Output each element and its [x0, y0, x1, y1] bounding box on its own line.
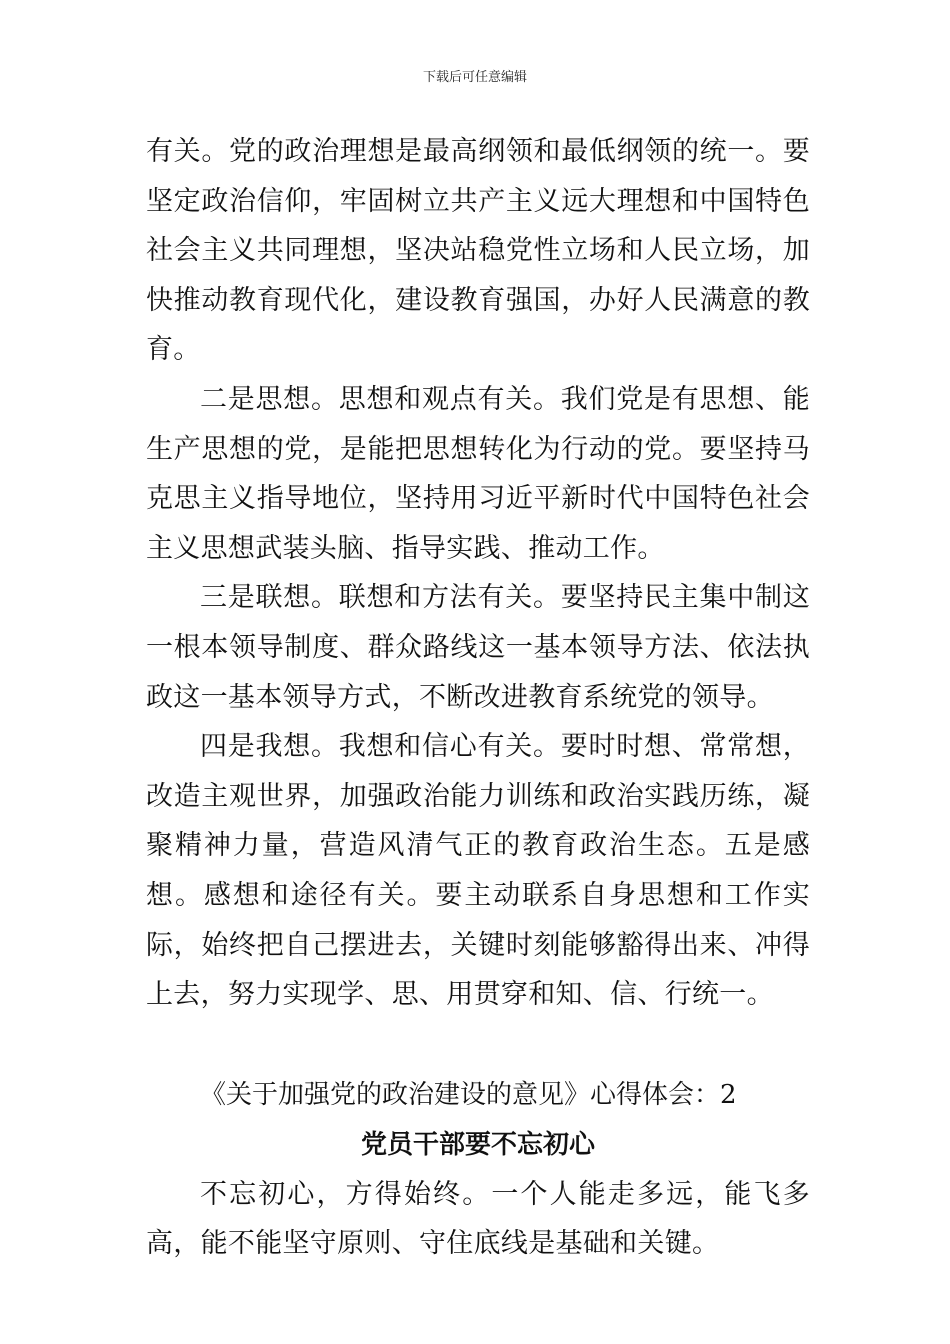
paragraph-thought: 二是思想。思想和观点有关。我们党是有思想、能生产思想的党，是能把思想转化为行动的党。要坚持马克思主义指导地位，坚持用习近平新时代中国特色社会主义思想武装头脑、指导实践、推动工作。	[146, 383, 810, 564]
section-subtitle: 党员干部要不忘初心	[360, 1129, 595, 1160]
section-title: 《关于加强党的政治建设的意见》心得体会：2	[200, 1079, 737, 1110]
paragraph-original-aspiration: 不忘初心，方得始终。一个人能走多远，能飞多高，能不能坚守原则、守住底线是基础和关键。	[146, 1178, 810, 1260]
paragraph-continuation: 有关。党的政治理想是最高纲领和最低纲领的统一。要坚定政治信仰，牢固树立共产主义远大理想和中国特色社会主义共同理想，坚决站稳党性立场和人民立场，加快推动教育现代化，建设教育强国，办好人民满意的教育。	[146, 136, 810, 366]
paragraph-association: 三是联想。联想和方法有关。要坚持民主集中制这一根本领导制度、群众路线这一基本领导方法、依法执政这一基本领导方式，不断改进教育系统党的领导。	[146, 582, 810, 713]
header-note: 下载后可任意编辑	[422, 70, 527, 85]
document-body	[146, 127, 810, 1269]
paragraph-my-thought: 四是我想。我想和信心有关。要时时想、常常想，改造主观世界，加强政治能力训练和政治实践历练，凝聚精神力量，营造风清气正的教育政治生态。五是感想。感想和途径有关。要主动联系自身思想和工作实际，始终把自己摆进去，关键时刻能够豁得出来、冲得上去，努力实现学、思、用贯穿和知、信、行统一。	[146, 731, 810, 1011]
